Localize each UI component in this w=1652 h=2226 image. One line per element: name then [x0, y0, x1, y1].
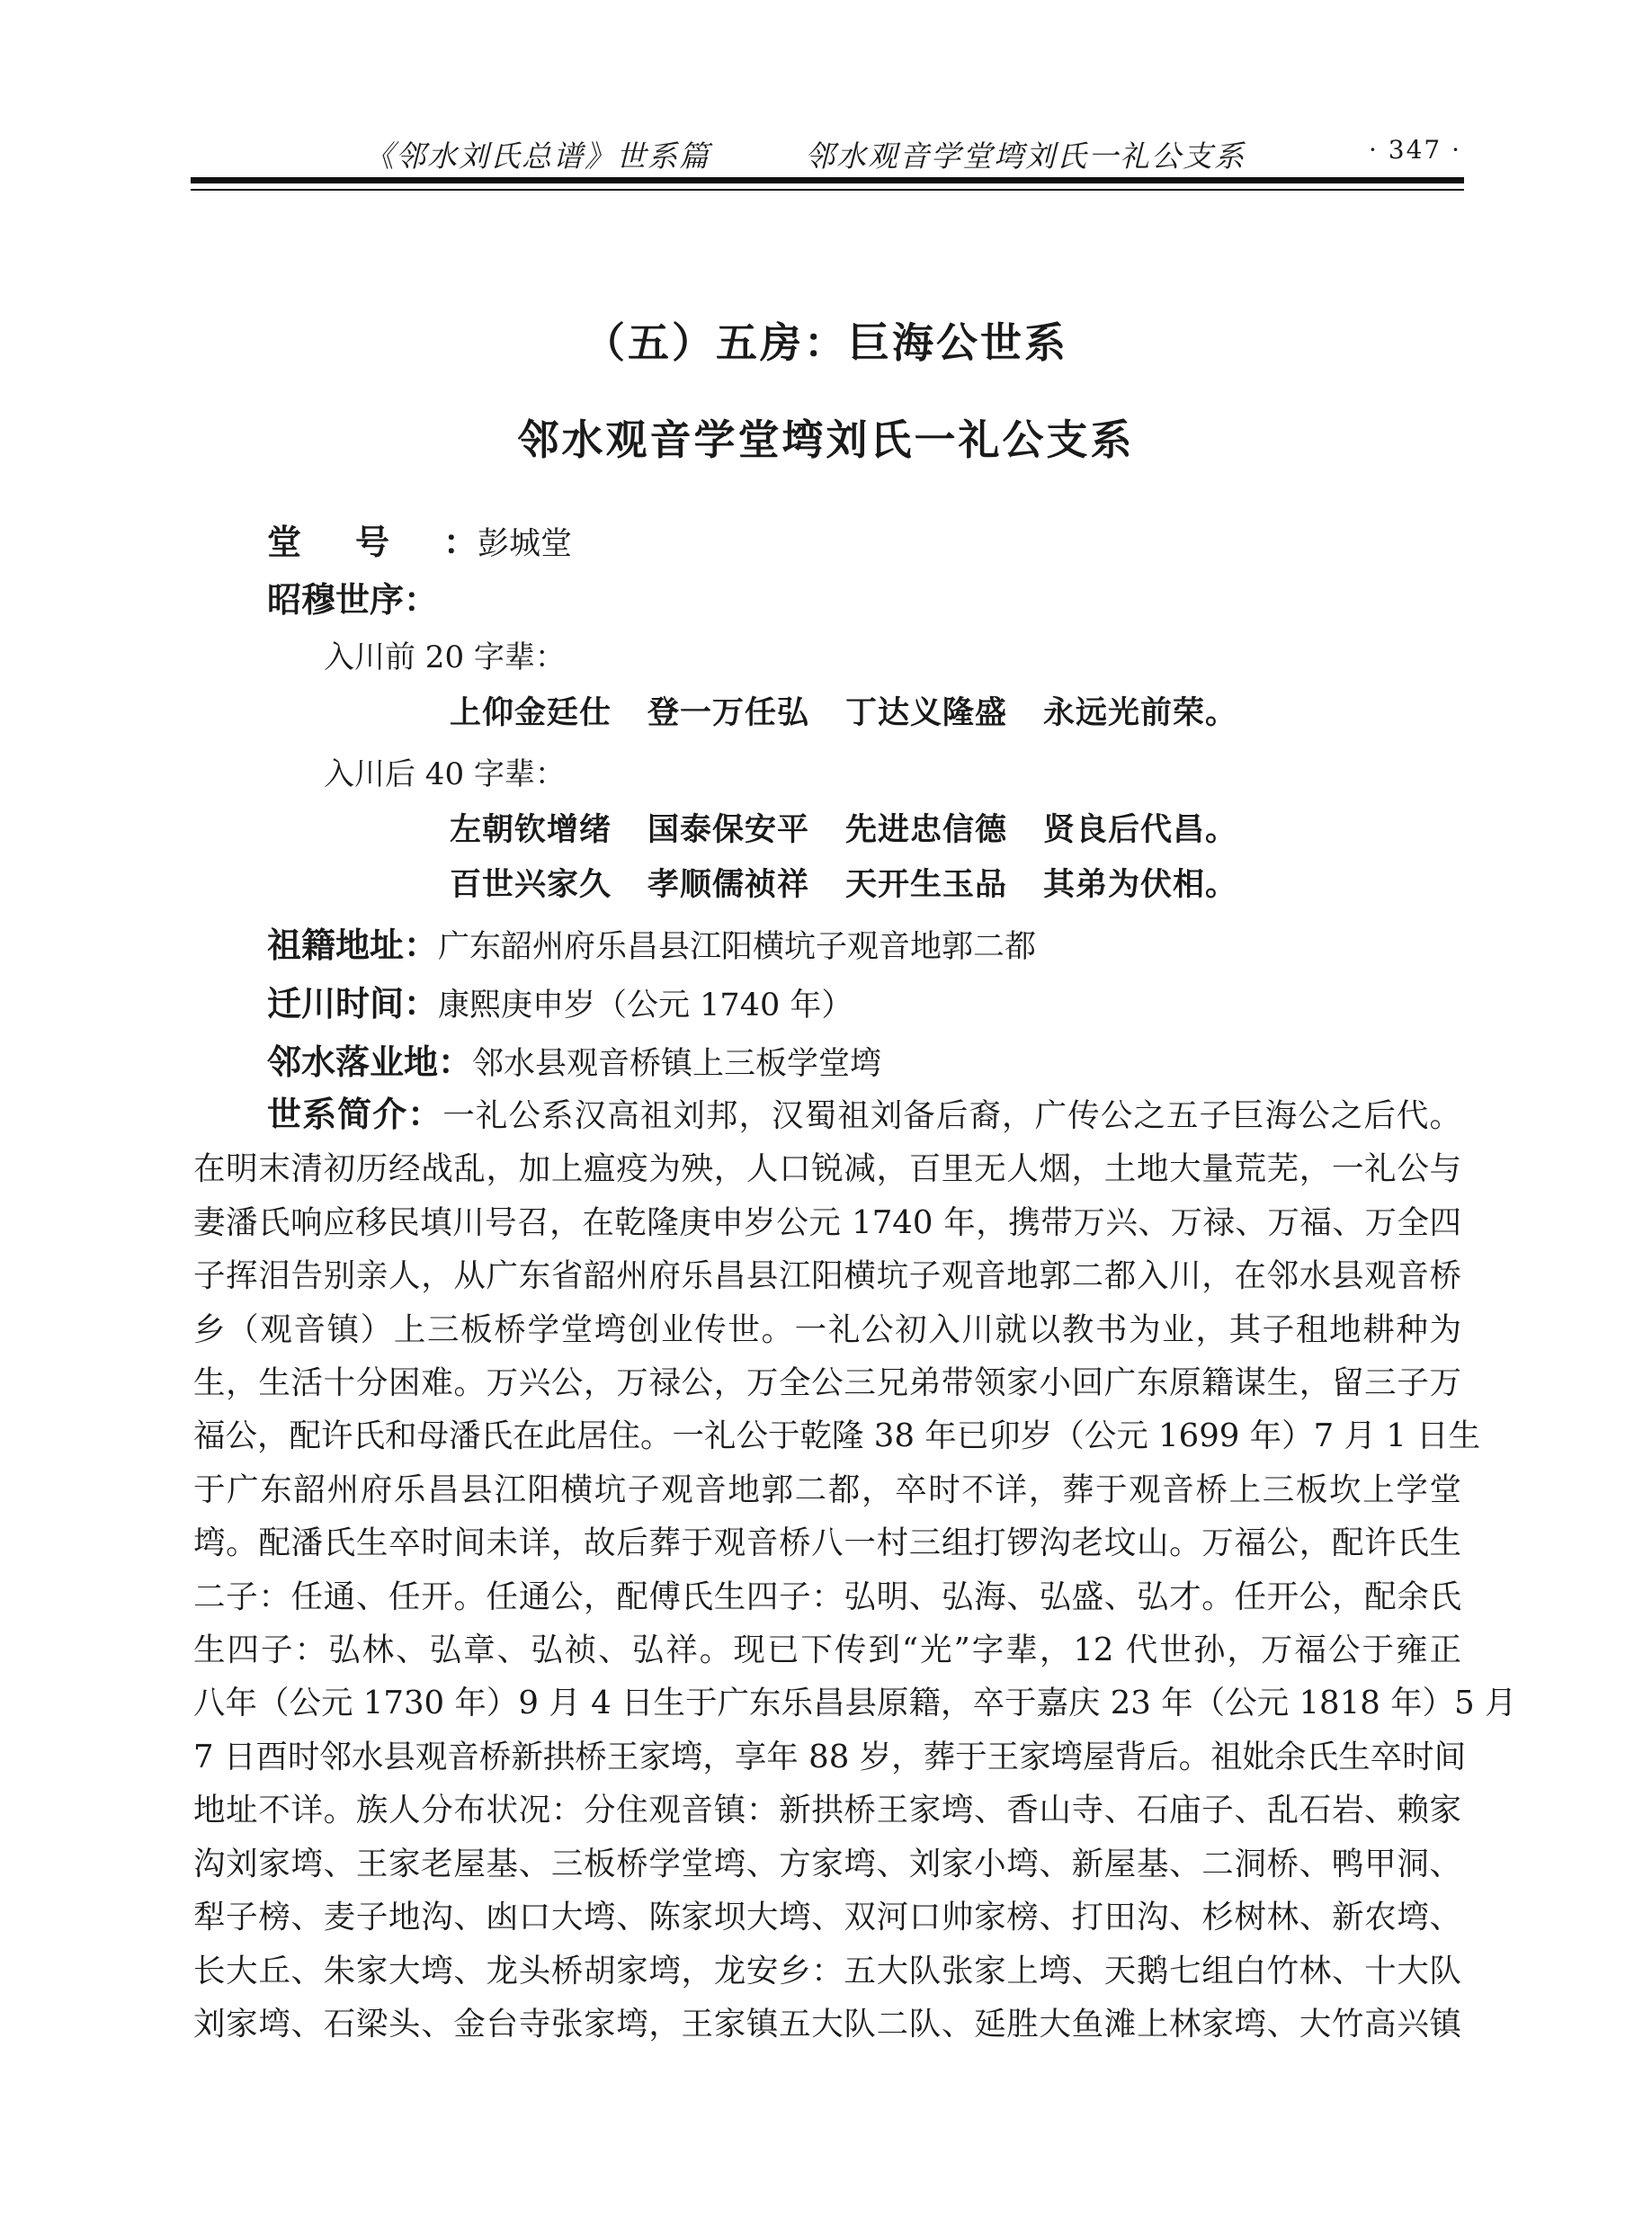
generation-phrase: 先进忠信德 — [845, 812, 1008, 848]
before-generation-names — [450, 688, 1237, 733]
origin-label: 祖籍地址 — [267, 925, 405, 965]
generation-phrase: 天开生玉品 — [845, 867, 1008, 903]
intro-first-text: 一礼公系汉高祖刘邦，汉蜀祖刘备后裔，广传公之五子巨海公之后代。 — [442, 1097, 1461, 1134]
generation-phrase: 其弟为伏相。 — [1043, 867, 1238, 903]
settlement-value: 邻水县观音桥镇上三板学堂塆 — [472, 1046, 882, 1082]
origin-field: 祖籍地址：广东韶州府乐昌县江阳横坑子观音地郭二都 — [267, 925, 1037, 965]
intro-text-line: 于广东韶州府乐昌县江阳横坑子观音地郭二都，卒时不详，葬于观音桥上三板坎上学堂 — [193, 1471, 1461, 1508]
generation-phrase: 贤良后代昌。 — [1043, 812, 1238, 848]
generation-phrase: 永远光前荣。 — [1043, 695, 1238, 731]
origin-value: 广东韶州府乐昌县江阳横坑子观音地郭二都 — [438, 929, 1037, 965]
generation-order-label: 昭穆世序： — [267, 580, 439, 620]
intro-label: 世系简介 — [267, 1095, 408, 1134]
generation-phrase: 百世兴家久 — [450, 867, 612, 903]
header-rule-thick — [191, 177, 1464, 183]
intro-text-line: 生，生活十分困难。万兴公，万禄公，万全公三兄弟带领家小回广东原籍谋生，留三子万 — [193, 1364, 1461, 1402]
before-migration-label: 入川前 20 字辈： — [324, 639, 566, 675]
intro-text-line: 二子：任通、任开。任通公，配傅氏生四子：弘明、弘海、弘盛、弘才。任开公，配余氏 — [193, 1578, 1461, 1615]
page-title: （五）五房：巨海公世系 — [584, 318, 1068, 367]
after-generation-names-1 — [450, 805, 1237, 850]
generation-order-field — [267, 572, 438, 621]
intro-text-line: 子挥泪告别亲人，从广东省韶州府乐昌县江阳横坑子观音地郭二都入川，在邻水县观音桥 — [193, 1257, 1461, 1295]
intro-text-line: 7 日酉时邻水县观音桥新拱桥王家塆，享年 88 岁，葬于王家塆屋背后。祖妣余氏生卒时间 — [193, 1738, 1467, 1775]
migration-time-value: 康熙庚申岁（公元 1740 年） — [438, 988, 853, 1024]
intro-text-line: 长大丘、朱家大塆、龙头桥胡家塆，龙安乡：五大队张家上塆、天鹅七组白竹林、十大队 — [193, 1952, 1461, 1989]
settlement-field: 邻水落业地：邻水县观音桥镇上三板学堂塆 — [267, 1042, 882, 1082]
settlement-label: 邻水落业地 — [267, 1042, 439, 1082]
intro-text-line: 乡（观音镇）上三板桥学堂塆创业传世。一礼公初入川就以教书为业，其子租地耕种为 — [193, 1310, 1461, 1348]
hall-name-label: 堂号 — [267, 523, 444, 562]
running-header — [193, 133, 1461, 178]
generation-phrase: 国泰保安平 — [647, 812, 810, 848]
intro-text-line: 妻潘氏响应移民填川号召，在乾隆庚申岁公元 1740 年，携带万兴、万禄、万福、万全四 — [193, 1203, 1461, 1241]
intro-text-line: 生四子：弘林、弘章、弘祯、弘祥。现已下传到“光”字辈，12 代世孙，万福公于雍正 — [193, 1632, 1461, 1669]
hall-name-field: 堂号：彭城堂 — [267, 523, 573, 562]
intro-text-line: 塆。配潘氏生卒时间未详，故后葬于观音桥八一村三组打锣沟老坟山。万福公，配许氏生 — [193, 1524, 1461, 1562]
header-section-title: 邻水观音学堂塆刘氏一礼公支系 — [805, 139, 1246, 174]
hall-name-value: 彭城堂 — [478, 526, 573, 562]
intro-text-line: 刘家塆、石梁头、金台寺张家塆，王家镇五大队二队、延胜大鱼滩上林家塆、大竹高兴镇 — [193, 2005, 1461, 2043]
header-book-title: 《邻水刘氏总谱》世系篇 — [364, 139, 710, 174]
generation-phrase: 登一万任弘 — [647, 695, 810, 731]
header-rule-thin — [191, 189, 1464, 191]
migration-time-field: 迁川时间：康熙庚申岁（公元 1740 年） — [267, 984, 853, 1024]
intro-first-line: 世系简介：一礼公系汉高祖刘邦，汉蜀祖刘备后裔，广传公之五子巨海公之后代。 — [267, 1095, 1461, 1134]
page-number: · 347 · — [1368, 135, 1461, 165]
generation-phrase: 丁达义隆盛 — [845, 695, 1008, 731]
migration-time-label: 迁川时间 — [267, 984, 405, 1024]
intro-text-line: 在明末清初历经战乱，加上瘟疫为殃，人口锐减，百里无人烟，土地大量荒芜，一礼公与 — [193, 1150, 1461, 1188]
generation-phrase: 左朝钦增绪 — [450, 812, 612, 848]
generation-phrase: 孝顺儒祯祥 — [647, 867, 810, 903]
intro-text-line: 沟刘家塆、王家老屋基、三板桥学堂塆、方家塆、刘家小塆、新屋基、二洞桥、鸭甲洞、 — [193, 1845, 1461, 1882]
after-migration-label: 入川后 40 字辈： — [324, 756, 566, 792]
page-subtitle: 邻水观音学堂塆刘氏一礼公支系 — [517, 416, 1135, 464]
intro-text-line: 八年（公元 1730 年）9 月 4 日生于广东乐昌县原籍，卒于嘉庆 23 年（公元 1818 年）5 月 — [193, 1685, 1517, 1722]
intro-text-line: 地址不详。族人分布状况：分住观音镇：新拱桥王家塆、香山寺、石庙子、乱石岩、赖家 — [193, 1792, 1461, 1829]
intro-text-line: 福公，配许氏和母潘氏在此居住。一礼公于乾隆 38 年已卯岁（公元 1699 年）7 月 1 日生 — [193, 1417, 1481, 1455]
intro-text-line: 犁子榜、麦子地沟、凼口大塆、陈家坝大塆、双河口帅家榜、打田沟、杉树林、新农塆、 — [193, 1899, 1461, 1936]
generation-phrase: 上仰金廷仕 — [450, 695, 612, 731]
lineage-introduction — [193, 1088, 1517, 2051]
after-generation-names-2 — [450, 860, 1237, 905]
